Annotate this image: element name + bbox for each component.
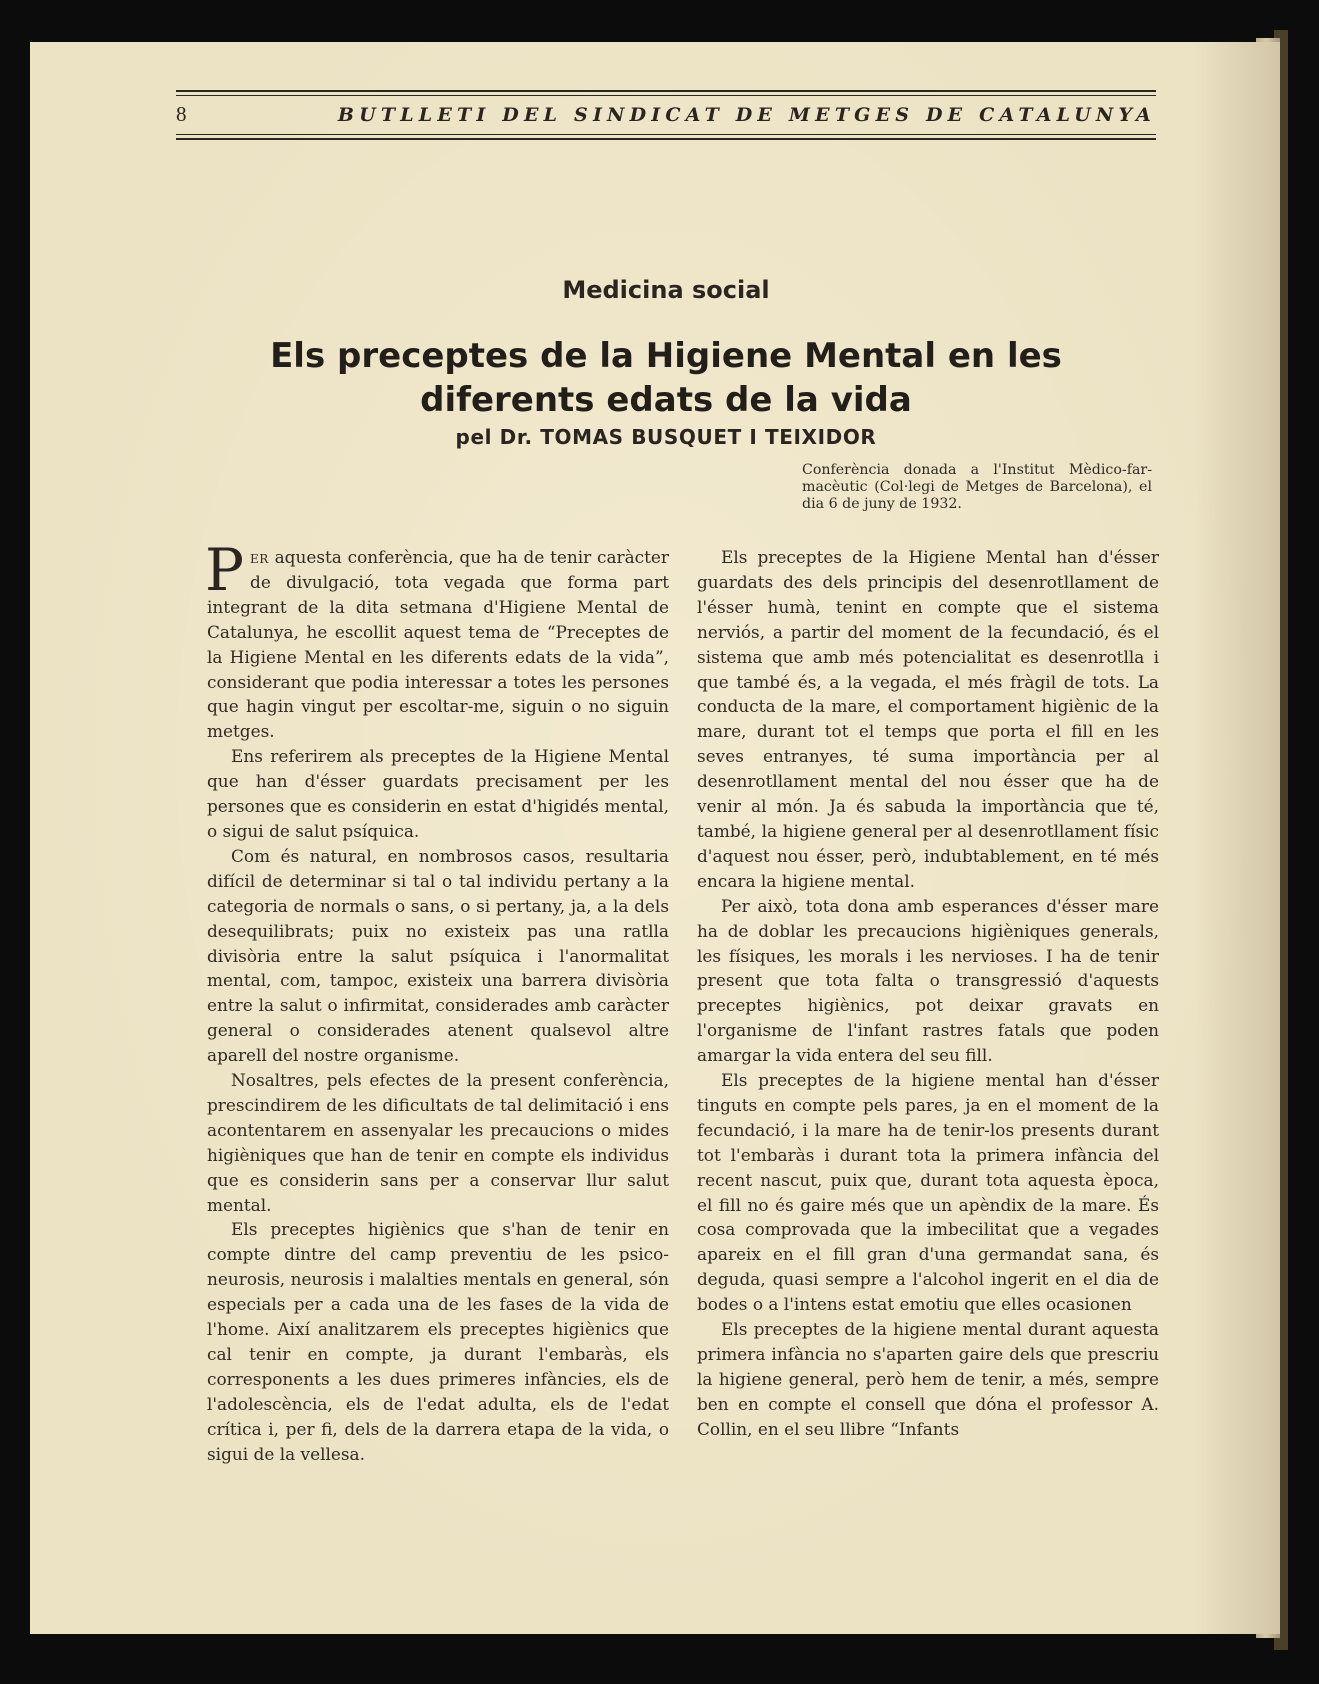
- header-line: [176, 102, 1156, 130]
- conference-note: Conferència donada a l'Institut Mèdico-farmacèutic (Col·legi de Metges de Barcelona), el dia 6 de juny de 1932.: [802, 462, 1152, 512]
- running-header: [176, 90, 1156, 140]
- paragraph: Els preceptes higiènics que s'han de tenir en compte dintre del camp preventiu de les psiconeurosis, neurosis i malalties mentals en general, són especials per a cada una de les fases de la vida de l'home. Així analitzarem els preceptes higiènics que cal tenir en compte, ja durant l'embaràs, els corresponents a les dues primeres infàncies, els de l'adolescència, els de l'edat adulta, els de l'edat crítica i, per fi, dels de la darrera etapa de la vida, o sigui de la vellesa.: [207, 1219, 669, 1464]
- opening-small-caps: er: [250, 547, 269, 567]
- paragraph: Nosaltres, pels efectes de la present conferència, prescindirem de les dificultats de tal delimitació i ens acontentarem en assenyalar les precaucions o mides higièniques que han de tenir en compte els individus que es considerin sans per a conservar llur salut mental.: [207, 1070, 669, 1215]
- paragraph: Els preceptes de la higiene mental han d'ésser tinguts en compte pels pares, ja en el moment de la fecundació, i la mare ha de tenir-los presents durant tot l'embaràs i durant tota la primera infància del recent nascut, puix que, durant tota aquesta època, el fill no és gaire més que un apèndix de la mare. És cosa comprovada que la imbecilitat que a vegades apareix en el fill gran d'una germandat sana, és deguda, quasi sempre a l'alcohol ingerit en el dia de bodes o a l'intens estat emotiu que elles ocasionen: [697, 1070, 1159, 1315]
- paragraph: [205, 536, 669, 744]
- right-column: [697, 545, 1159, 1442]
- paragraph: Per això, tota dona amb esperances d'ésser mare ha de doblar les precaucions higièniques generals, les físiques, les morals i les nervioses. I ha de tenir present que tota falta o transgressió d'aquests preceptes higiènics, pot deixar gravats en l'organisme de l'infant rastres fatals que poden amargar la vida entera del seu fill.: [697, 895, 1159, 1066]
- section-title: Medicina social: [562, 276, 770, 304]
- left-column: [205, 536, 669, 1467]
- article-title-line-1: Els preceptes de la Higiene Mental en les: [270, 336, 1062, 376]
- paragraph: Els preceptes de la Higiene Mental han d'ésser guardats des dels principis del desenrotllament de l'ésser humà, tenint en compte que el sistema nerviós, a partir del moment de la fecundació, és el sistema que amb més potencialitat es desenrotlla i que també és, a la vegada, el més fràgil de tots. La conducta de la mare, el comportament higiènic de la mare, durant tot el temps que porta el fill en les seves entranyes, té suma importància per al desenrotllament mental del nou ésser que ha de venir al món. Ja és sabuda la importància que té, també, la higiene general per al desenrotllament físic d'aquest nou ésser, però, indubtablement, en té més encara la higiene mental.: [697, 547, 1159, 891]
- paragraph: Com és natural, en nombrosos casos, resultaria difícil de determinar si tal o tal individu pertany a la categoria de normals o sans, o si pertany, ja, a la dels desequilibrats; puix no existeix pas una ratlla divisòria entre la salut psíquica i l'anormalitat mental, com, tampoc, existeix una barrera divisòria entre la salut o infirmitat, considerades amb caràcter general o considerades atenent qualsevol altre aparell del nostre organisme.: [207, 845, 669, 1066]
- masthead-title: BUTLLETI DEL SINDICAT DE METGES DE CATALUNYA: [337, 104, 1156, 126]
- author-byline: pel Dr. TOMAS BUSQUET I TEIXIDOR: [455, 425, 877, 449]
- paragraph-text: aquesta conferència, que ha de tenir caràcter de divulgació, tota vegada que forma part integrant de la dita setmana d'Higiene Mental de Catalunya, he escollit aquest tema de “Preceptes de la Higiene Mental en les diferents edats de la vida”, considerant que podia interessar a totes les persones que hagin vingut per escoltar-me, siguin o no siguin metges.: [207, 547, 669, 742]
- header-rule-bottom: [176, 134, 1156, 140]
- drop-cap: P: [205, 536, 245, 604]
- paragraph: Els preceptes de la higiene mental durant aquesta primera infància no s'aparten gaire dels que prescriu la higiene general, però hem de tenir, a més, sempre ben en compte el consell que dóna el professor A. Collin, en el seu llibre “Infants: [697, 1319, 1159, 1439]
- article-title-line-2: diferents edats de la vida: [420, 380, 912, 420]
- paragraph: Ens referirem als preceptes de la Higiene Mental que han d'ésser guardats precisament per les persones que es considerin en estat d'higidés mental, o sigui de salut psíquica.: [207, 746, 669, 841]
- header-rule-top: [176, 90, 1156, 96]
- article-title: [176, 334, 1156, 422]
- page-number: 8: [176, 102, 187, 126]
